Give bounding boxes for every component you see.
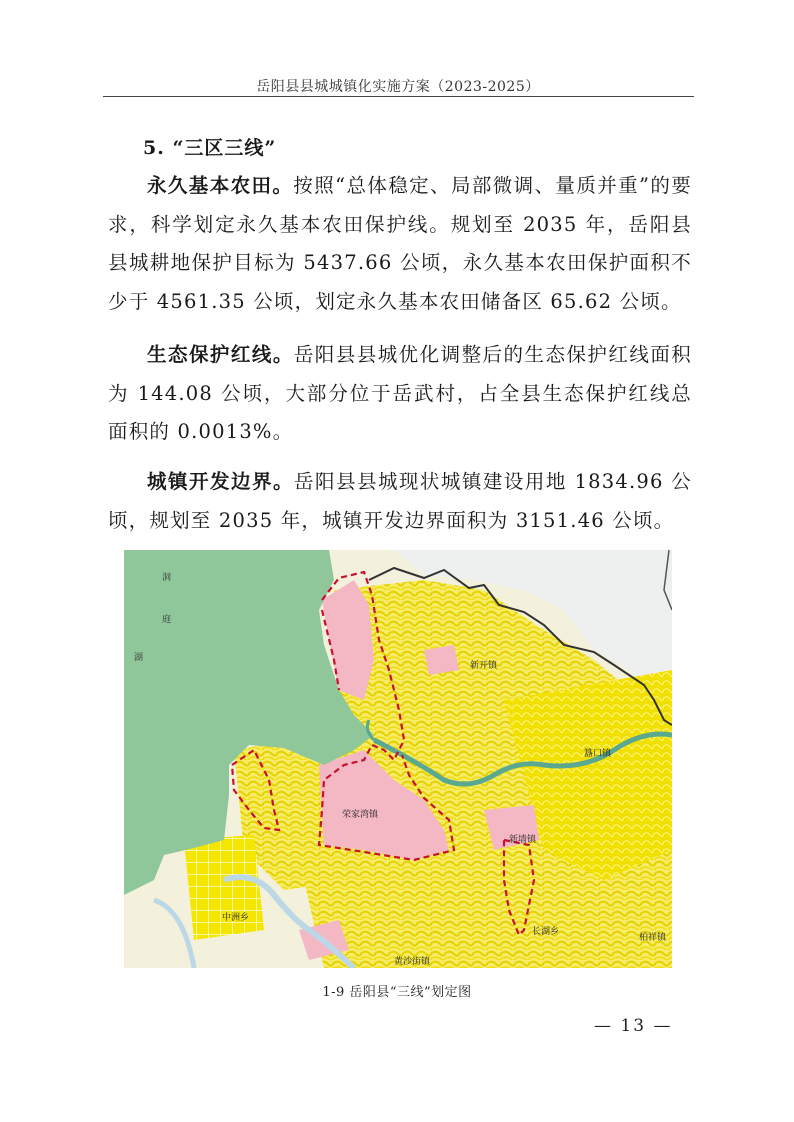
paragraph-lead: 城镇开发边界。: [147, 470, 294, 493]
place-label-zhongzhou: 中洲乡: [222, 913, 250, 923]
header-divider: [103, 96, 694, 97]
place-label-guankou: 簋口镇: [584, 749, 612, 759]
paragraph-urban-boundary: [108, 463, 692, 540]
paragraph-body: 岳阳县县城现状城镇建设用地 1834.96 公顷，规划至 2035 年，城镇开发边界面积为 3151.46 公顷。: [108, 470, 693, 532]
place-label-huangsha: 黄沙街镇: [394, 957, 431, 967]
paragraph-body: 岳阳县县城优化调整后的生态保护红线面积为 144.08 公顷，大部分位于岳武村，占全县生态保护红线总面积的 0.0013%。: [108, 343, 692, 443]
place-label-changhu: 长湖乡: [532, 927, 560, 937]
page-number: — 13 —: [594, 1016, 673, 1036]
map-graphic: [124, 550, 672, 968]
zoning-map: [124, 550, 672, 968]
paragraph-lead: 永久基本农田。: [147, 174, 294, 197]
lake-label-char: 庭: [162, 615, 172, 625]
paragraph-farmland: [108, 167, 692, 321]
farmland-grid: [184, 835, 264, 940]
paragraph-lead: 生态保护红线。: [147, 343, 294, 366]
urban-area-xinkai: [424, 645, 459, 675]
place-label-rongjiawan: 荣家湾镇: [342, 810, 379, 820]
paragraph-body: 按照“总体稳定、局部微调、量质并重”的要求，科学划定永久基本农田保护线。规划至 2035 年，岳阳县县城耕地保护目标为 5437.66 公顷，永久基本农田保护面积不少于 4561.35 公顷，划定永久基本农田储备区 65.62 公顷。: [108, 174, 692, 313]
figure-caption: 1-9 岳阳县“三线”划定图: [322, 985, 472, 1000]
running-header: 岳阳县县城城镇化实施方案（2023-2025）: [256, 79, 540, 95]
lake-label-char: 湖: [134, 653, 144, 663]
section-title: 5. “三区三线”: [143, 137, 277, 159]
place-label-bohui: 柏祥镇: [639, 933, 667, 943]
paragraph-ecology: [108, 336, 692, 452]
lake-label-char: 洞: [162, 573, 172, 583]
place-label-xinkai: 新开镇: [470, 661, 498, 671]
place-label-xinqiang: 新墙镇: [509, 835, 537, 845]
